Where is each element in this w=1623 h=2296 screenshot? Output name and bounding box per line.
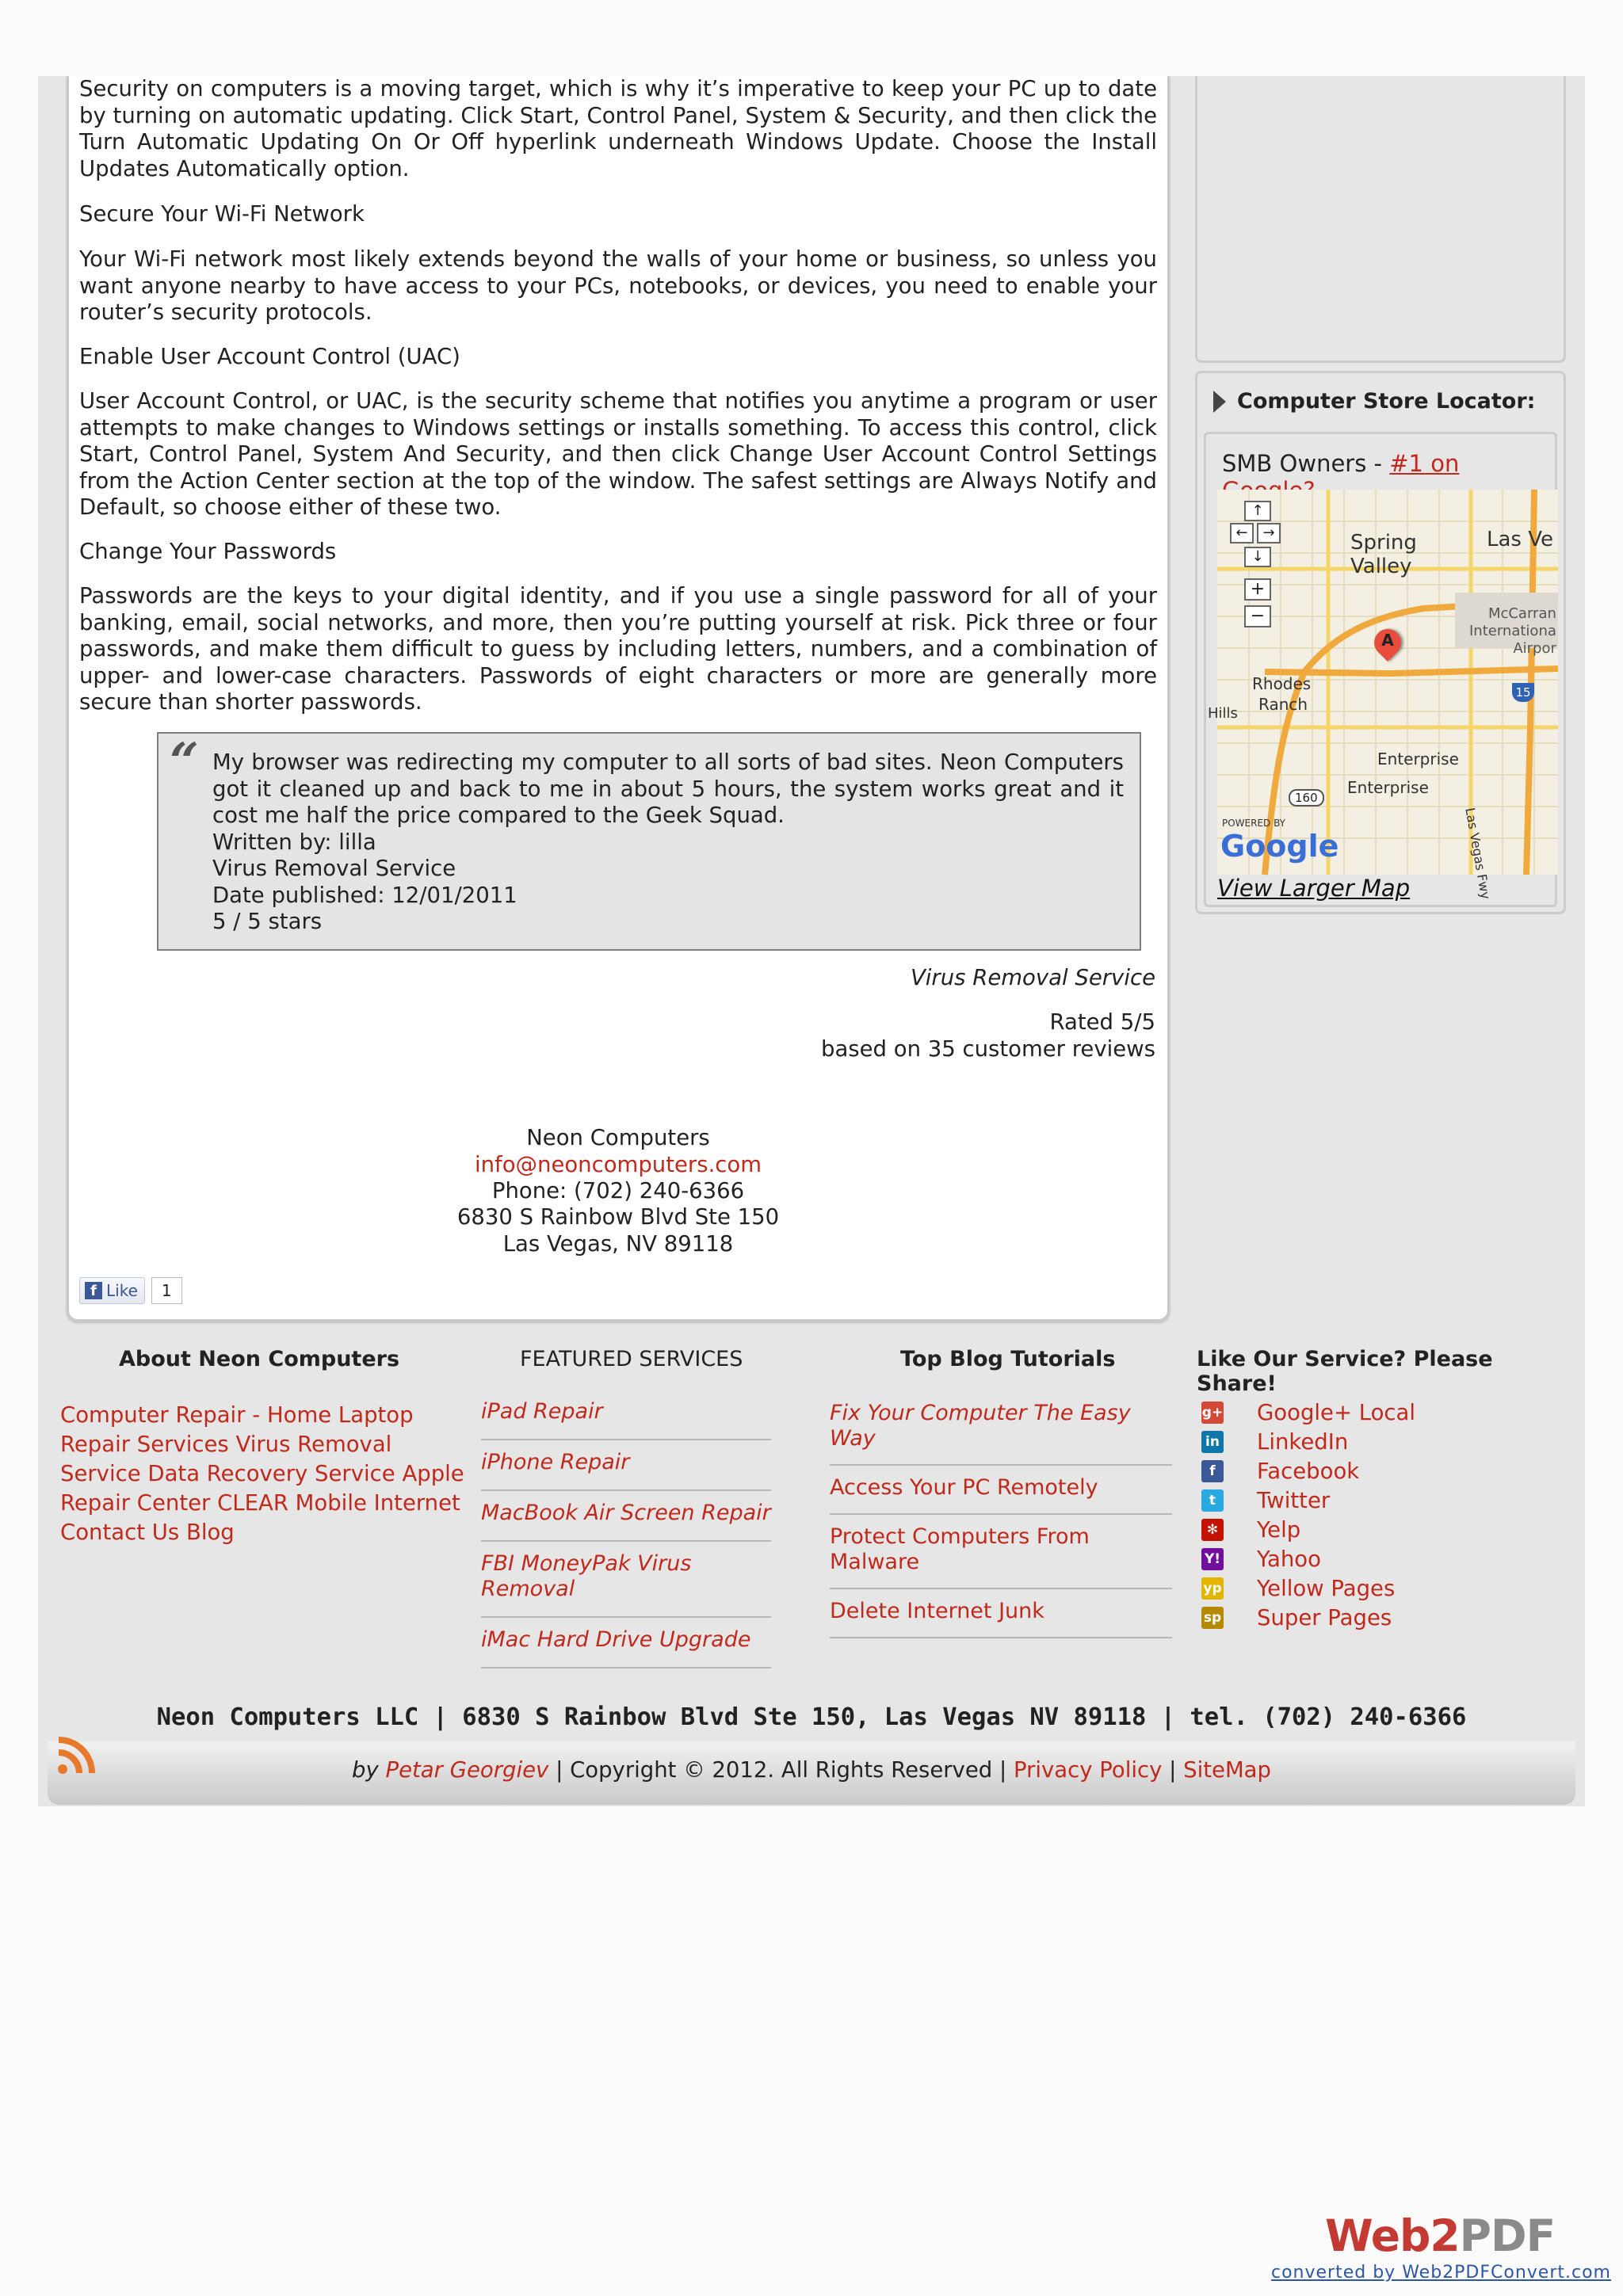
footer-share-column: [1197, 1347, 1575, 1396]
map-label: Rhodes: [1252, 674, 1312, 693]
testimonial-author: Written by: lilla: [212, 829, 376, 855]
contact-address-line1: 6830 S Rainbow Blvd Ste 150: [456, 1204, 780, 1230]
yellow-pages-icon: yp: [1201, 1577, 1224, 1600]
featured-item-label: iPhone Repair: [481, 1450, 630, 1474]
map-label: Internationa: [1469, 623, 1556, 639]
share-item[interactable]: [1201, 1573, 1415, 1603]
google-plus-icon: g+: [1201, 1402, 1224, 1424]
contact-email-link[interactable]: info@neoncomputers.com: [474, 1152, 762, 1177]
featured-item[interactable]: [481, 1394, 771, 1440]
map-marker-label: A: [1381, 631, 1394, 650]
google-logo: Google: [1220, 829, 1339, 864]
section-heading: Change Your Passwords: [79, 539, 337, 564]
super-pages-icon: sp: [1201, 1607, 1224, 1629]
map-label-rhodes-ranch: [1252, 673, 1311, 715]
yahoo-icon: Y!: [1201, 1548, 1224, 1570]
store-locator-widget: [1195, 371, 1566, 914]
pan-right-icon[interactable]: →: [1257, 523, 1281, 543]
route-160-shield: 160: [1289, 789, 1324, 807]
blog-item-label: Delete Internet Junk: [830, 1599, 1044, 1623]
footer-link-blog[interactable]: Blog: [185, 1520, 235, 1545]
triangle-right-icon: [1213, 391, 1226, 413]
logo-part: 2: [1430, 2210, 1460, 2261]
smb-prefix: SMB Owners -: [1222, 450, 1390, 477]
contact-phone: Phone: (702) 240-6366: [491, 1178, 745, 1203]
footer-featured-title: FEATURED SERVICES: [520, 1347, 743, 1371]
author-link[interactable]: Petar Georgiev: [385, 1757, 549, 1783]
map-label-mccarran: [1469, 605, 1556, 658]
blog-item[interactable]: [830, 1470, 1172, 1515]
like-count: 1: [151, 1277, 182, 1304]
featured-item[interactable]: [481, 1496, 771, 1542]
share-item[interactable]: [1201, 1398, 1415, 1427]
testimonial-stars: 5 / 5 stars: [212, 909, 323, 934]
testimonial-service: Virus Removal Service: [212, 856, 456, 881]
blog-item-label: Access Your PC Remotely: [830, 1475, 1098, 1500]
map-label: McCarran: [1487, 605, 1556, 622]
section-heading: Enable User Account Control (UAC): [79, 344, 460, 369]
logo-part: Web: [1325, 2210, 1430, 2261]
contact-address-line2: Las Vegas, NV 89118: [502, 1231, 734, 1257]
share-item-label[interactable]: Facebook: [1257, 1458, 1360, 1484]
twitter-icon: t: [1201, 1489, 1224, 1512]
featured-item[interactable]: [481, 1623, 771, 1669]
testimonial-text: My browser was redirecting my computer to all sorts of bad sites. Neon Computers got it cleaned up and back to me in about 5 hours, the system works great and it cost me half the price compared to the Geek Squad.: [212, 749, 1124, 828]
rating-value: Rated 5/5: [1049, 1009, 1155, 1035]
pan-up-icon[interactable]: ↑: [1244, 501, 1271, 521]
share-item[interactable]: [1201, 1427, 1415, 1456]
blog-item[interactable]: [830, 1594, 1172, 1638]
zoom-out-icon[interactable]: −: [1244, 605, 1271, 627]
article-paragraph: User Account Control, or UAC, is the security scheme that notifies you anytime a program or user attempts to make changes to Windows settings or installs something. To access this control, click Start, Control Panel, System And Security, and then click Change User Account Control Settings from the Action Center section at the top of the window. The safest settings are Always Notify and Default, so choose either of these two.: [79, 388, 1157, 520]
footer-link-clear-mobile[interactable]: CLEAR Mobile Internet: [217, 1490, 460, 1516]
footer: [48, 1337, 1575, 1798]
map-label: Valley: [1350, 555, 1412, 578]
pan-left-icon[interactable]: ←: [1230, 523, 1254, 543]
blog-item[interactable]: [830, 1520, 1172, 1589]
map-label-spring-valley: [1350, 531, 1417, 578]
store-locator-title: [1213, 389, 1535, 414]
blog-item-label: Protect Computers From Malware: [830, 1524, 1090, 1574]
footer-about-title: About Neon Computers: [119, 1347, 400, 1371]
like-label: Like: [106, 1281, 138, 1300]
share-item-label[interactable]: Yahoo: [1257, 1546, 1321, 1572]
featured-item-label: iMac Hard Drive Upgrade: [481, 1627, 751, 1652]
featured-item-label: iPad Repair: [481, 1399, 603, 1424]
footer-link-virus-removal[interactable]: Virus Removal Service: [60, 1432, 392, 1486]
footer-link-apple-repair[interactable]: Apple Repair Center: [60, 1461, 464, 1516]
testimonial-date: Date published: 12/01/2011: [212, 882, 517, 908]
privacy-policy-link[interactable]: Privacy Policy: [1013, 1757, 1163, 1783]
share-item-label[interactable]: Super Pages: [1257, 1604, 1392, 1630]
article-paragraph: Security on computers is a moving target, which is why it’s imperative to keep your PC up to date by turning on automatic updating. Click Start, Control Panel, System & Security, and then click the Turn Automatic Updating On Or Off hyperlink underneath Windows Update. Choose the Install Updates Automatically option.: [79, 76, 1157, 181]
share-item[interactable]: [1201, 1603, 1415, 1632]
article-paragraph: Your Wi-Fi network most likely extends beyond the walls of your home or business, so unless you want anyone nearby to have access to your PCs, notebooks, or devices, you need to enable your router’s security protocols.: [79, 246, 1157, 325]
featured-item[interactable]: [481, 1547, 771, 1618]
view-larger-map-link[interactable]: View Larger Map: [1217, 875, 1411, 902]
testimonial-body: [212, 749, 1124, 936]
route-15-shield: 15: [1512, 683, 1534, 702]
map-label: Spring: [1350, 531, 1417, 555]
featured-item-label: MacBook Air Screen Repair: [481, 1501, 771, 1525]
featured-services-list: [481, 1394, 771, 1673]
share-item[interactable]: [1201, 1486, 1415, 1515]
web2pdf-logo: [1325, 2210, 1555, 2261]
facebook-like-widget: [79, 1276, 182, 1306]
store-locator-inner: [1204, 432, 1557, 907]
map-label-enterprise: Enterprise: [1377, 749, 1459, 769]
company-info-line: Neon Computers LLC | 6830 S Rainbow Blvd Ste 150, Las Vegas NV 89118 | tel. (702) 240-6366: [156, 1703, 1467, 1731]
featured-item-label: FBI MoneyPak Virus Removal: [481, 1551, 692, 1601]
contact-name: Neon Computers: [526, 1125, 710, 1150]
link-separator: |: [1162, 1757, 1184, 1783]
footer-about-column: [119, 1347, 399, 1371]
article-paragraph: Passwords are the keys to your digital identity, and if you use a single password for all of your banking, email, social networks, and more, then you’re putting yourself at risk. Pick three or four passwords, and make them difficult to guess by including letters, numbers, and a combination of upper- and lower-case characters. Passwords of eight characters or more are generally more secure than shorter passwords.: [79, 583, 1157, 715]
facebook-like-button[interactable]: [79, 1277, 145, 1304]
blog-item-label: Fix Your Computer The Easy Way: [830, 1401, 1131, 1451]
footer-link-separator: -: [252, 1402, 261, 1428]
footer-link-computer-repair[interactable]: Computer Repair: [60, 1402, 246, 1428]
logo-part: PDF: [1459, 2210, 1556, 2261]
facebook-icon: f: [1201, 1460, 1224, 1482]
map-label-hills: Hills: [1208, 705, 1238, 722]
sidebar-top-box: [1195, 76, 1566, 363]
facebook-icon: f: [85, 1282, 102, 1299]
web2pdf-converted-link[interactable]: converted by Web2PDFConvert.com: [1271, 2263, 1611, 2283]
map-label: Ranch: [1258, 695, 1308, 714]
footer-blog-title: Top Blog Tutorials: [900, 1347, 1116, 1371]
section-heading: Secure Your Wi-Fi Network: [79, 201, 365, 227]
testimonial-box: [157, 732, 1141, 951]
share-item-label[interactable]: Google+ Local: [1257, 1399, 1416, 1425]
footer-link-home-laptop[interactable]: Home Laptop Repair Services: [60, 1402, 414, 1457]
sitemap-link[interactable]: SiteMap: [1183, 1757, 1271, 1783]
copyright-text: | Copyright © 2012. All Rights Reserved |: [548, 1757, 1014, 1783]
rating-count: based on 35 customer reviews: [821, 1036, 1155, 1062]
map-label-las-vegas: Las Ve: [1487, 528, 1553, 551]
zoom-in-icon[interactable]: +: [1244, 578, 1271, 601]
share-item-label[interactable]: LinkedIn: [1257, 1428, 1349, 1455]
map-label: Airpor: [1513, 640, 1556, 657]
share-item-label[interactable]: Yelp: [1257, 1516, 1301, 1543]
powered-by-label: POWERED BY: [1222, 818, 1286, 829]
credit-by: by: [352, 1757, 386, 1783]
share-links-list: [1201, 1398, 1415, 1632]
yelp-icon: ✻: [1201, 1519, 1224, 1541]
map-label-las-vegas-fwy: Las Vegas Fwy: [1462, 807, 1494, 901]
rating-service: Virus Removal Service: [910, 965, 1155, 990]
footer-link-contact-us[interactable]: Contact Us: [60, 1520, 180, 1545]
share-item-label[interactable]: Twitter: [1257, 1487, 1331, 1513]
share-item[interactable]: [1201, 1544, 1415, 1573]
footer-link-data-recovery[interactable]: Data Recovery Service: [147, 1461, 395, 1486]
footer-about-links: [60, 1401, 464, 1547]
footer-featured-column: [520, 1347, 743, 1371]
share-item-label[interactable]: Yellow Pages: [1257, 1575, 1396, 1601]
linkedin-icon: in: [1201, 1431, 1224, 1453]
footer-blog-column: [900, 1347, 1115, 1371]
smb-google-link[interactable]: #1 on: [1389, 450, 1460, 477]
quote-icon: “: [170, 732, 199, 791]
map-label-enterprise: Enterprise: [1347, 778, 1429, 797]
share-item[interactable]: [1201, 1515, 1415, 1544]
blog-item[interactable]: [830, 1396, 1172, 1466]
share-item[interactable]: [1201, 1456, 1415, 1486]
featured-item[interactable]: [481, 1445, 771, 1491]
credit-line: [48, 1757, 1575, 1783]
blog-tutorials-list: [830, 1396, 1172, 1643]
footer-share-title: Like Our Service? Please Share!: [1197, 1347, 1493, 1396]
pan-down-icon[interactable]: ↓: [1244, 547, 1271, 567]
store-locator-title-text: Computer Store Locator:: [1237, 389, 1536, 414]
